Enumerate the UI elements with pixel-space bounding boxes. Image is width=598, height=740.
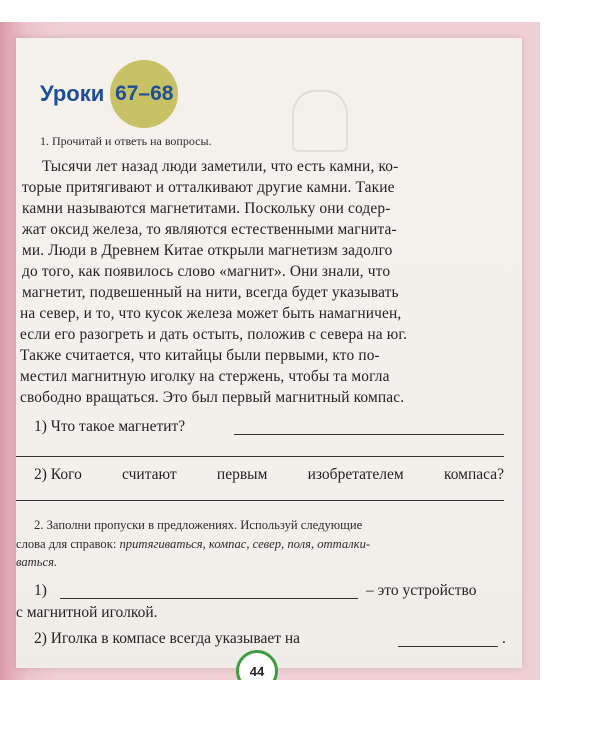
text-line: до того, как появилось слово «магнит». Они знали, что [22, 263, 391, 280]
task2-instruction-text: 2. Заполни пропуски в предложениях. Используй следующие [34, 518, 363, 532]
sentence-1-continuation: с магнитной иголкой. [16, 604, 158, 621]
lesson-heading [40, 60, 178, 128]
question-2-word: считают [122, 466, 177, 483]
word-bank-label: слова для справок: [16, 537, 120, 551]
task2-word-bank [16, 537, 370, 552]
text-line: камни называются магнетитами. Поскольку они содер- [22, 200, 391, 217]
text-line: ми. Люди в Древнем Китае открыли магнетизм задолго [22, 242, 393, 259]
text-line: жат оксид железа, то являются естественными магнита- [22, 221, 397, 238]
lesson-number-badge: 67–68 [110, 60, 178, 128]
page-number-badge: 44 [236, 650, 278, 680]
sentence-1-tail: – это устройство [366, 582, 477, 599]
question-2-word: компаса? [443, 466, 504, 483]
photo-background [0, 22, 540, 680]
text-line: свободно вращаться. Это был первый магнитный компас. [20, 389, 405, 406]
text-line: Также считается, что китайцы были первыми, кто по- [20, 347, 380, 364]
task1-instruction: 1. Прочитай и ответь на вопросы. [40, 134, 212, 148]
question-2 [34, 466, 504, 484]
word-bank-words-end: ваться. [16, 555, 58, 569]
task2-instruction [34, 518, 362, 533]
heading-word: Уроки [40, 81, 105, 106]
textbook-page [16, 38, 522, 679]
fill-in-blank[interactable] [60, 598, 358, 599]
text-line: Тысячи лет назад люди заметили, что есть камни, ко- [42, 158, 399, 175]
answer-line[interactable] [16, 456, 504, 457]
text-line: магнетит, подвешенный на нити, всегда будет указывать [22, 284, 399, 301]
question-1: 1) Что такое магнетит? [34, 418, 186, 435]
question-2-word: изобретателем [307, 466, 404, 483]
faint-illustration [292, 90, 348, 152]
answer-line[interactable] [234, 434, 504, 435]
text-line: торые притягивают и отталкивают другие камни. Такие [22, 179, 395, 196]
text-line: на север, и то, что кусок железа может быть намагничен, [20, 305, 402, 322]
question-2-word: 2) Кого [34, 466, 82, 483]
question-2-word: первым [216, 466, 268, 483]
text-line: если его разогреть и дать остыть, положив с севера на юг. [20, 326, 408, 343]
sentence-2: 2) Иголка в компасе всегда указывает на [34, 630, 301, 647]
fill-in-blank[interactable] [398, 646, 498, 647]
sentence-2-end: . [502, 630, 506, 647]
sentence-1-number: 1) [34, 582, 47, 599]
text-line: местил магнитную иголку на стержень, чтобы та могла [20, 368, 390, 385]
answer-line[interactable] [16, 500, 504, 501]
word-bank-words: притягиваться, компас, север, поля, отталки- [119, 537, 371, 551]
